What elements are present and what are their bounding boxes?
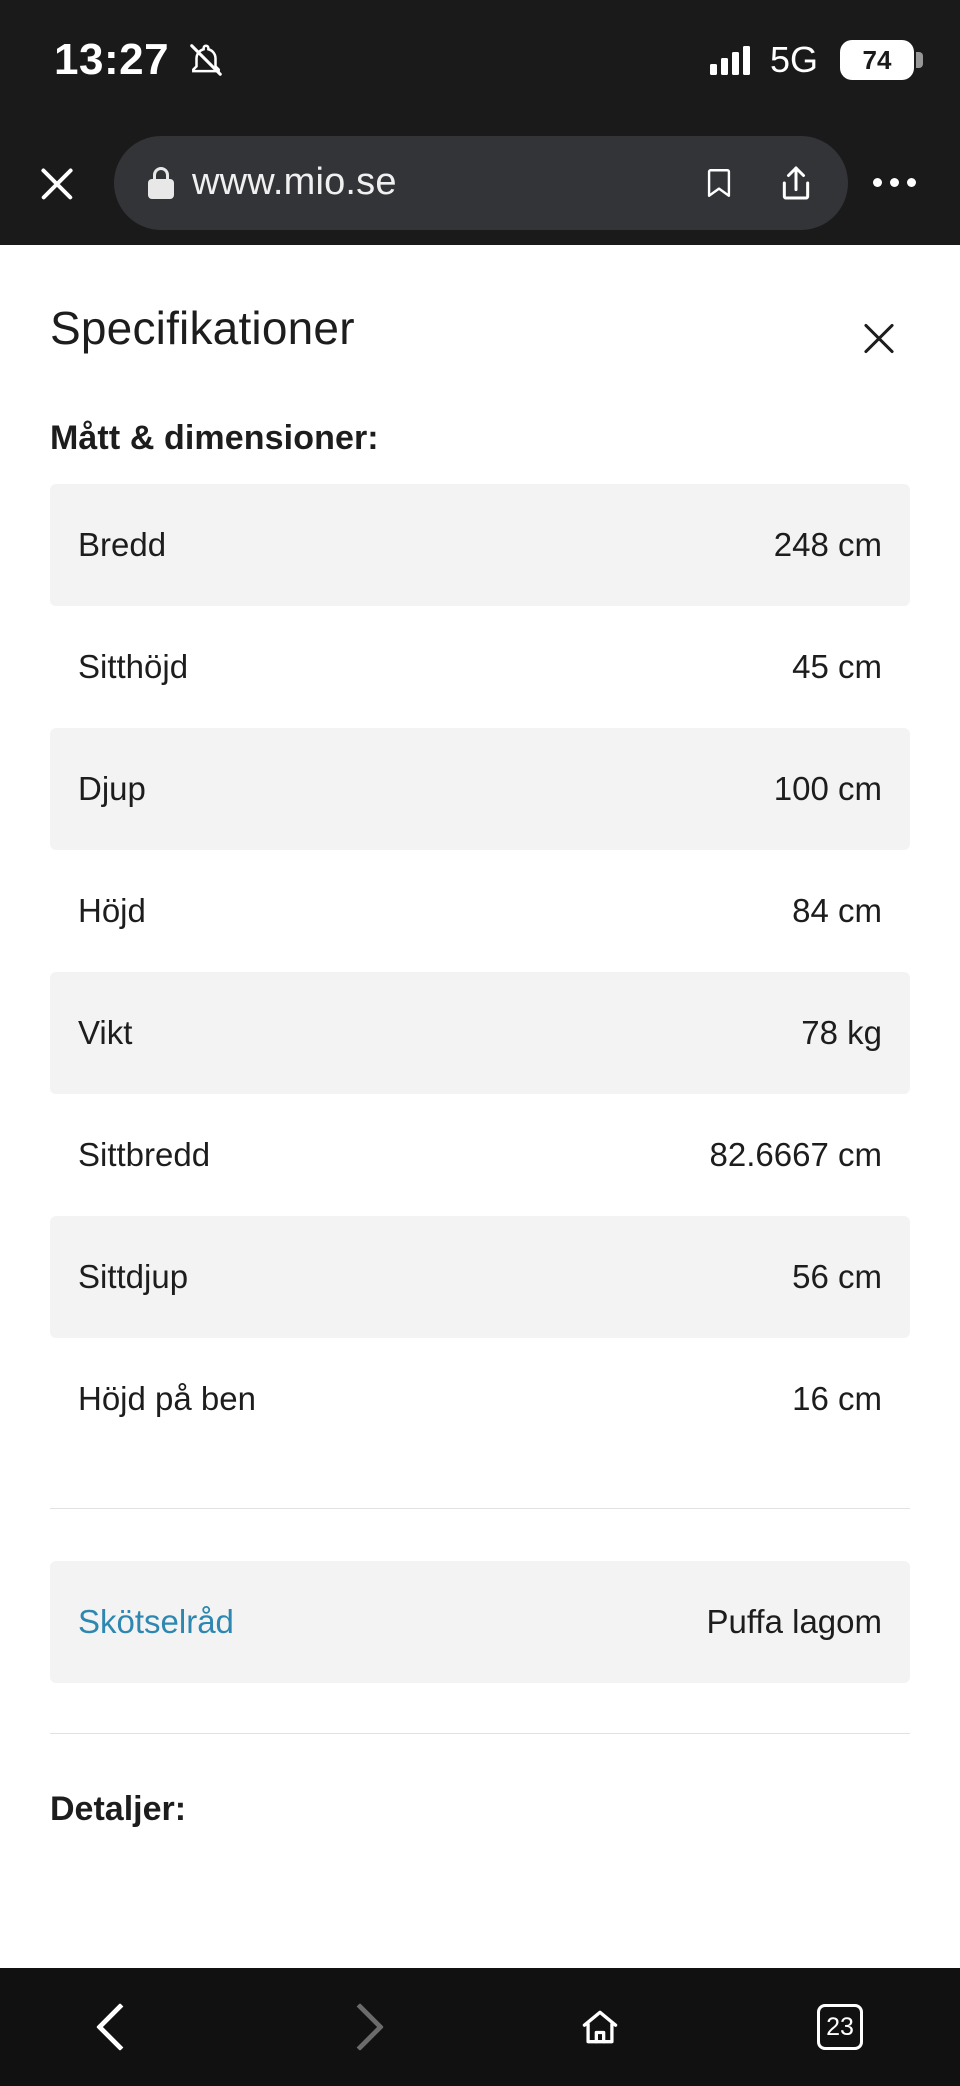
table-row (50, 1338, 910, 1460)
home-icon (577, 2005, 623, 2049)
close-icon[interactable] (22, 148, 92, 218)
spec-label: Sittbredd (78, 1136, 211, 1173)
care-instructions-value: Puffa lagom (706, 1603, 882, 1640)
spec-value: 100 cm (773, 770, 882, 807)
status-bar-left (54, 35, 225, 84)
spec-label: Sittdjup (78, 1258, 189, 1295)
spec-value: 45 cm (792, 648, 882, 685)
more-options-icon[interactable] (858, 178, 930, 187)
spec-label: Vikt (78, 1014, 133, 1051)
table-row (50, 1216, 910, 1338)
network-type-label: 5G (769, 39, 818, 80)
tab-switcher-button[interactable] (720, 1968, 960, 2086)
table-row (50, 728, 910, 850)
spec-label: Djup (78, 770, 146, 807)
bell-muted-icon (187, 41, 225, 79)
spec-value: 16 cm (792, 1380, 882, 1417)
back-button[interactable] (0, 1968, 240, 2086)
url-bar[interactable] (114, 136, 848, 230)
spec-label: Höjd på ben (78, 1380, 256, 1417)
cellular-signal-icon (710, 45, 750, 75)
forward-button[interactable] (240, 1968, 480, 2086)
section-heading-dimensions: Mått & dimensioner: (50, 419, 379, 457)
url-text: www.mio.se (192, 161, 397, 203)
divider (50, 1508, 910, 1509)
care-instructions-link[interactable]: Skötselråd (78, 1603, 234, 1640)
browser-toolbar (0, 120, 960, 245)
spec-value: 248 cm (773, 526, 882, 563)
spec-value: 56 cm (792, 1258, 882, 1295)
system-navigation-bar (0, 1968, 960, 2086)
care-instructions-row (50, 1561, 910, 1683)
spec-value: 82.6667 cm (709, 1136, 882, 1173)
page-content (0, 245, 960, 1968)
home-button[interactable] (480, 1968, 720, 2086)
spec-label: Höjd (78, 892, 146, 929)
spec-value: 84 cm (792, 892, 882, 929)
table-row (50, 606, 910, 728)
battery-indicator (840, 40, 914, 80)
table-row (50, 484, 910, 606)
table-row (50, 850, 910, 972)
spec-label: Bredd (78, 526, 167, 563)
chevron-right-icon (336, 2003, 384, 2051)
bookmark-icon[interactable] (702, 162, 736, 204)
spec-value: 78 kg (801, 1014, 882, 1051)
sheet-header (50, 245, 910, 365)
tab-count-badge: 23 (817, 2004, 863, 2050)
table-row (50, 972, 910, 1094)
section-heading-details: Detaljer: (50, 1790, 187, 1828)
share-icon[interactable] (776, 160, 816, 206)
status-bar-right (710, 39, 914, 81)
spec-label: Sitthöjd (78, 648, 189, 685)
lock-icon (148, 167, 174, 199)
status-bar (0, 0, 960, 120)
table-row (50, 1094, 910, 1216)
divider (50, 1733, 910, 1734)
specs-table (50, 484, 910, 1460)
status-time: 13:27 (54, 35, 170, 84)
sheet-close-icon[interactable] (852, 311, 906, 365)
chevron-left-icon (96, 2003, 144, 2051)
battery-level-label: 74 (862, 44, 892, 75)
page-title: Specifikationer (50, 302, 355, 354)
